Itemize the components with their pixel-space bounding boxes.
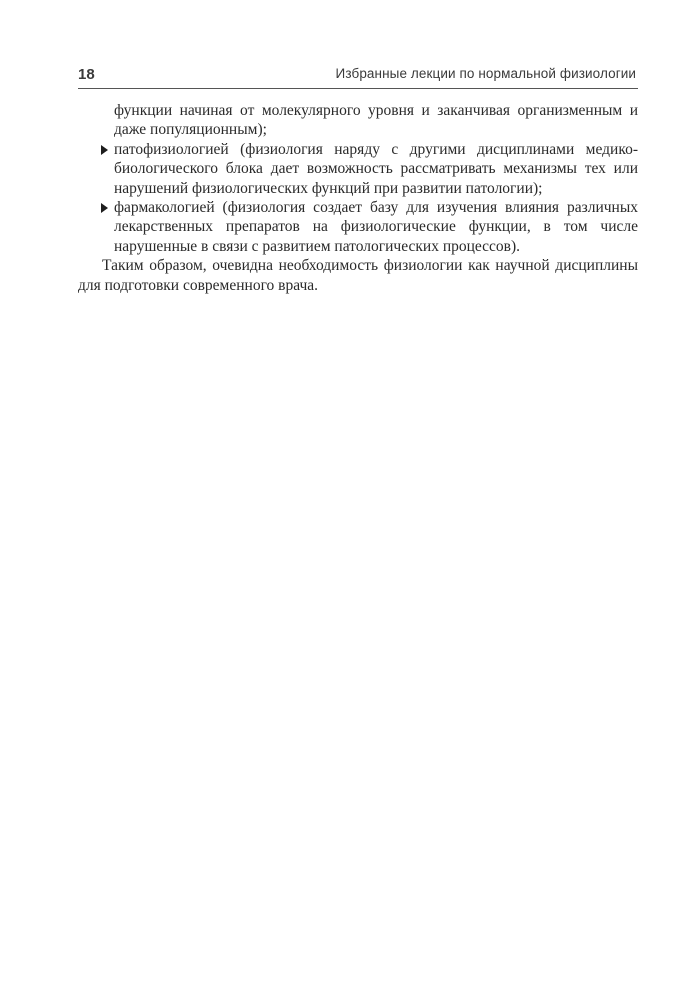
bullet-text: фармакологией (физиология создает базу для изучения влияния различных лекарственных препаратов на физиологические функции, в том числе нарушенные в связи с развитием патологических процессов). xyxy=(114,199,638,255)
bullet-text: патофизиологией (физиология наряду с другими дисциплинами медико-биологического блока дает возможность рассматривать механизмы тех или нарушений физиологических функций при развитии патологии); xyxy=(114,140,638,197)
conclusion-paragraph: Таким образом, очевидна необходимость физиологии как научной дисциплины для подготовки современного врача. xyxy=(78,257,638,294)
body-text xyxy=(78,101,638,295)
continuation-text: функции начиная от молекулярного уровня и заканчивая организменным и даже популяционным); xyxy=(114,102,638,139)
running-head xyxy=(78,66,638,89)
running-title: Избранные лекции по нормальной физиологии xyxy=(335,66,636,81)
triangle-bullet-icon xyxy=(101,145,108,155)
triangle-bullet-icon xyxy=(101,203,108,213)
bullet-item-pathophysiology xyxy=(114,140,638,198)
page-number: 18 xyxy=(78,66,95,83)
bullet-item-pharmacology xyxy=(114,198,638,256)
